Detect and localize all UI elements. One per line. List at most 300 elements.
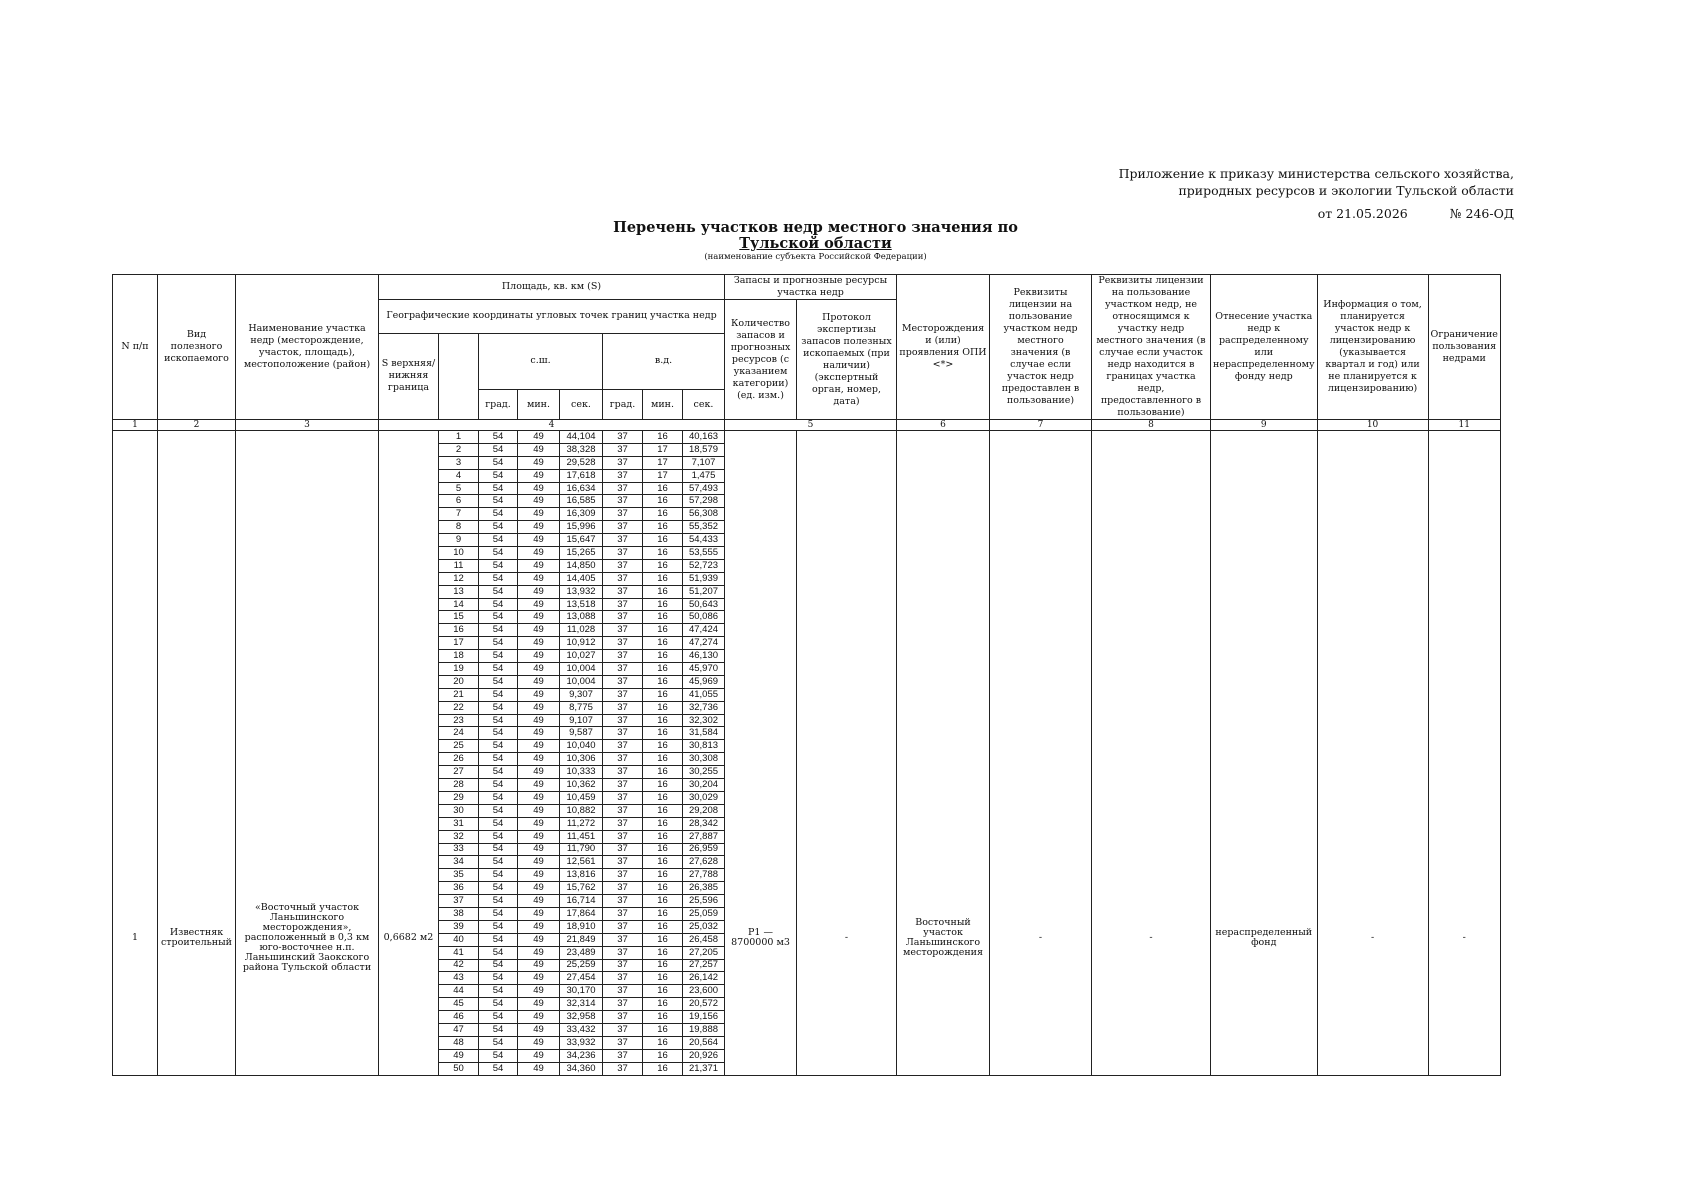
- coordinate-cell: 57,298: [683, 495, 725, 508]
- coordinate-cell: 25,059: [683, 907, 725, 920]
- coordinate-cell: 53,555: [683, 547, 725, 560]
- header-reserves: Запасы и прогнозные ресурсы участка недр: [725, 275, 897, 300]
- coordinate-cell: 37: [603, 817, 643, 830]
- coordinate-cell: 11,790: [560, 843, 603, 856]
- coordinate-cell: 16,585: [560, 495, 603, 508]
- coordinate-cell: 16: [643, 1023, 683, 1036]
- coordinate-row: [113, 431, 1501, 444]
- coordinate-cell: 49: [518, 469, 560, 482]
- header-lat: с.ш.: [479, 333, 603, 390]
- coordinate-cell: 16: [643, 431, 683, 444]
- coordinate-cell: 17: [643, 469, 683, 482]
- coordinate-cell: 37: [603, 547, 643, 560]
- coordinate-cell: 21,849: [560, 933, 603, 946]
- coordinate-cell: 10,362: [560, 779, 603, 792]
- coordinate-cell: 49: [518, 843, 560, 856]
- coordinate-cell: 54: [479, 998, 518, 1011]
- coordinate-cell: 49: [518, 895, 560, 908]
- point-number: 37: [439, 895, 479, 908]
- coordinate-cell: 54: [479, 869, 518, 882]
- header-deposit: Месторождения и (или) проявления ОПИ <*>: [897, 275, 990, 420]
- point-number: 33: [439, 843, 479, 856]
- coordinate-cell: 29,528: [560, 456, 603, 469]
- coordinate-cell: 16: [643, 740, 683, 753]
- coordinate-cell: 9,307: [560, 688, 603, 701]
- coordinate-cell: 16: [643, 675, 683, 688]
- coordinate-cell: 16: [643, 907, 683, 920]
- coordinate-cell: 37: [603, 611, 643, 624]
- coordinate-cell: 54: [479, 482, 518, 495]
- coordinate-cell: 27,257: [683, 959, 725, 972]
- point-number: 2: [439, 443, 479, 456]
- coordinate-cell: 16: [643, 701, 683, 714]
- coordinate-cell: 37: [603, 972, 643, 985]
- coordinate-cell: 37: [603, 959, 643, 972]
- coordinate-cell: 49: [518, 650, 560, 663]
- coordinate-cell: 37: [603, 869, 643, 882]
- coordinate-cell: 54: [479, 1023, 518, 1036]
- point-number: 22: [439, 701, 479, 714]
- point-number: 45: [439, 998, 479, 1011]
- coordinate-cell: 37: [603, 727, 643, 740]
- coordinate-cell: 54: [479, 740, 518, 753]
- coordinate-cell: 49: [518, 534, 560, 547]
- coordinate-cell: 32,958: [560, 1011, 603, 1024]
- coordinate-cell: 27,205: [683, 946, 725, 959]
- coordinate-cell: 54: [479, 572, 518, 585]
- coordinate-cell: 49: [518, 1036, 560, 1049]
- header-fund: Отнесение участка недр к распределенному или нераспределенному фонду недр: [1211, 275, 1318, 420]
- coordinate-cell: 37: [603, 1011, 643, 1024]
- coordinate-cell: 10,004: [560, 675, 603, 688]
- point-number: 36: [439, 882, 479, 895]
- point-number: 14: [439, 598, 479, 611]
- coordinate-cell: 49: [518, 611, 560, 624]
- coordinate-cell: 37: [603, 946, 643, 959]
- subsoil-table: [112, 274, 1501, 1076]
- coordinate-cell: 37: [603, 675, 643, 688]
- coordinate-cell: 49: [518, 856, 560, 869]
- coordinate-cell: 45,970: [683, 663, 725, 676]
- coordinate-cell: 37: [603, 1049, 643, 1062]
- header-license-other: Реквизиты лицензии на пользование участком недр, не относящимся к участку недр местного значения (в случае если участок недр находится в границах участка недр, предоставленного в пользование): [1092, 275, 1211, 420]
- coordinate-cell: 16: [643, 714, 683, 727]
- coordinate-cell: 16,634: [560, 482, 603, 495]
- entry-name: «Восточный участок Ланьшинского месторождения», расположенный в 0,3 км юго-восточнее н.п. Ланьшинский Заокского района Тульской области: [236, 431, 379, 1076]
- coordinate-cell: 54: [479, 637, 518, 650]
- coordinate-cell: 37: [603, 585, 643, 598]
- point-number: 46: [439, 1011, 479, 1024]
- coordinate-cell: 44,104: [560, 431, 603, 444]
- coordinate-cell: 37: [603, 572, 643, 585]
- coordinate-cell: 16: [643, 804, 683, 817]
- coordinate-cell: 49: [518, 740, 560, 753]
- coordinate-cell: 15,762: [560, 882, 603, 895]
- coordinate-cell: 23,489: [560, 946, 603, 959]
- coordinate-cell: 27,788: [683, 869, 725, 882]
- coordinate-cell: 17: [643, 443, 683, 456]
- coordinate-cell: 49: [518, 817, 560, 830]
- point-number: 32: [439, 830, 479, 843]
- coordinate-cell: 17: [643, 456, 683, 469]
- point-number: 13: [439, 585, 479, 598]
- coordinate-cell: 46,130: [683, 650, 725, 663]
- coordinate-cell: 16: [643, 791, 683, 804]
- coordinate-cell: 49: [518, 882, 560, 895]
- coordinate-cell: 16: [643, 559, 683, 572]
- coordinate-cell: 26,385: [683, 882, 725, 895]
- coordinate-cell: 20,564: [683, 1036, 725, 1049]
- coordinate-cell: 52,723: [683, 559, 725, 572]
- coordinate-cell: 37: [603, 688, 643, 701]
- coordinate-cell: 16: [643, 998, 683, 1011]
- col-num: 6: [897, 420, 990, 431]
- coordinate-cell: 49: [518, 998, 560, 1011]
- coordinate-cell: 10,306: [560, 753, 603, 766]
- point-number: 38: [439, 907, 479, 920]
- coordinate-cell: 49: [518, 1011, 560, 1024]
- coordinate-cell: 54: [479, 907, 518, 920]
- coordinate-cell: 54,433: [683, 534, 725, 547]
- coordinate-cell: 37: [603, 740, 643, 753]
- coordinate-cell: 16: [643, 972, 683, 985]
- coordinate-cell: 10,004: [560, 663, 603, 676]
- coordinate-cell: 54: [479, 431, 518, 444]
- coordinate-cell: 10,459: [560, 791, 603, 804]
- coordinate-cell: 49: [518, 688, 560, 701]
- coordinate-cell: 54: [479, 946, 518, 959]
- coordinate-cell: 49: [518, 456, 560, 469]
- coordinate-cell: 54: [479, 791, 518, 804]
- coordinate-cell: 16: [643, 508, 683, 521]
- coordinate-cell: 14,850: [560, 559, 603, 572]
- coordinate-cell: 49: [518, 869, 560, 882]
- coordinate-cell: 49: [518, 482, 560, 495]
- coordinate-cell: 54: [479, 534, 518, 547]
- coordinate-cell: 54: [479, 611, 518, 624]
- col-num: 7: [990, 420, 1092, 431]
- point-number: 1: [439, 431, 479, 444]
- coordinate-cell: 16: [643, 547, 683, 560]
- coordinate-cell: 29,208: [683, 804, 725, 817]
- coordinate-cell: 31,584: [683, 727, 725, 740]
- header-restriction: Ограничение пользования недрами: [1428, 275, 1500, 420]
- header-license: Реквизиты лицензии на пользование участком недр местного значения (в случае если участок недр предоставлен в пользование): [990, 275, 1092, 420]
- coordinate-cell: 27,454: [560, 972, 603, 985]
- coordinate-cell: 15,996: [560, 521, 603, 534]
- coordinate-cell: 54: [479, 882, 518, 895]
- coordinate-cell: 37: [603, 856, 643, 869]
- coordinate-cell: 40,163: [683, 431, 725, 444]
- point-number: 35: [439, 869, 479, 882]
- entry-license-other: -: [1092, 431, 1211, 1076]
- entry-protocol: -: [797, 431, 897, 1076]
- coordinate-cell: 37: [603, 701, 643, 714]
- coordinate-cell: 49: [518, 675, 560, 688]
- coordinate-cell: 54: [479, 972, 518, 985]
- coordinate-cell: 12,561: [560, 856, 603, 869]
- coordinate-cell: 37: [603, 895, 643, 908]
- coordinate-cell: 37: [603, 1036, 643, 1049]
- coordinate-cell: 54: [479, 779, 518, 792]
- coordinate-cell: 37: [603, 714, 643, 727]
- coordinate-cell: 45,969: [683, 675, 725, 688]
- point-number: 49: [439, 1049, 479, 1062]
- point-number: 10: [439, 547, 479, 560]
- point-number: 9: [439, 534, 479, 547]
- coordinate-cell: 37: [603, 534, 643, 547]
- coordinate-cell: 49: [518, 624, 560, 637]
- coordinate-cell: 51,939: [683, 572, 725, 585]
- coordinate-cell: 16,714: [560, 895, 603, 908]
- coordinate-cell: 37: [603, 804, 643, 817]
- entry-area: 0,6682 м2: [379, 431, 439, 1076]
- coordinate-cell: 37: [603, 650, 643, 663]
- header-mineral: Вид полезного ископаемого: [158, 275, 236, 420]
- coordinate-cell: 54: [479, 714, 518, 727]
- coordinate-cell: 10,027: [560, 650, 603, 663]
- point-number: 5: [439, 482, 479, 495]
- coordinate-cell: 38,328: [560, 443, 603, 456]
- coordinate-cell: 30,204: [683, 779, 725, 792]
- coordinate-cell: 16: [643, 727, 683, 740]
- coordinate-cell: 33,932: [560, 1036, 603, 1049]
- coordinate-cell: 49: [518, 791, 560, 804]
- coordinate-cell: 49: [518, 714, 560, 727]
- header-protocol: Протокол экспертизы запасов полезных ископаемых (при наличии) (экспертный орган, номер, дата): [797, 300, 897, 420]
- coordinate-cell: 13,932: [560, 585, 603, 598]
- coordinate-cell: 10,040: [560, 740, 603, 753]
- coordinate-cell: 23,600: [683, 985, 725, 998]
- entry-mineral: Известняк строительный: [158, 431, 236, 1076]
- header-qty: Количество запасов и прогнозных ресурсов (с указанием категории) (ед. изм.): [725, 300, 797, 420]
- coordinate-cell: 14,405: [560, 572, 603, 585]
- entry-restriction: -: [1428, 431, 1500, 1076]
- coordinate-cell: 37: [603, 637, 643, 650]
- coordinate-cell: 16: [643, 1049, 683, 1062]
- point-number: 3: [439, 456, 479, 469]
- coordinate-cell: 37: [603, 791, 643, 804]
- order-date: от 21.05.2026: [1317, 206, 1408, 221]
- coordinate-cell: 47,424: [683, 624, 725, 637]
- coordinate-cell: 16: [643, 843, 683, 856]
- coordinate-cell: 49: [518, 701, 560, 714]
- col-num: 9: [1211, 420, 1318, 431]
- coordinate-cell: 54: [479, 1036, 518, 1049]
- coordinate-cell: 49: [518, 1049, 560, 1062]
- point-number: 31: [439, 817, 479, 830]
- header-name: Наименование участка недр (месторождение, участок, площадь), местоположение (район): [236, 275, 379, 420]
- coordinate-cell: 28,342: [683, 817, 725, 830]
- coordinate-cell: 16: [643, 650, 683, 663]
- coordinate-cell: 54: [479, 985, 518, 998]
- point-number: 11: [439, 559, 479, 572]
- coordinate-cell: 37: [603, 985, 643, 998]
- appendix-line-1: Приложение к приказу министерства сельского хозяйства,: [1118, 166, 1514, 181]
- order-reference: [1318, 206, 1514, 221]
- col-num: 4: [379, 420, 725, 431]
- coordinate-cell: 18,579: [683, 443, 725, 456]
- coordinate-cell: 16: [643, 534, 683, 547]
- coordinate-cell: 13,088: [560, 611, 603, 624]
- coordinate-cell: 37: [603, 521, 643, 534]
- header-geo: Географические координаты угловых точек границ участка недр: [379, 300, 725, 334]
- coordinate-cell: 37: [603, 933, 643, 946]
- coordinate-cell: 16: [643, 482, 683, 495]
- header-lon: в.д.: [603, 333, 725, 390]
- coordinate-cell: 37: [603, 843, 643, 856]
- coordinate-cell: 16: [643, 611, 683, 624]
- coordinate-cell: 26,458: [683, 933, 725, 946]
- coordinate-cell: 54: [479, 495, 518, 508]
- point-number: 42: [439, 959, 479, 972]
- coordinate-cell: 37: [603, 598, 643, 611]
- coordinate-cell: 54: [479, 1049, 518, 1062]
- coordinate-cell: 37: [603, 456, 643, 469]
- coordinate-cell: 54: [479, 701, 518, 714]
- point-number: 41: [439, 946, 479, 959]
- coordinate-cell: 54: [479, 895, 518, 908]
- coordinate-cell: 18,910: [560, 920, 603, 933]
- header-lon-deg: град.: [603, 390, 643, 420]
- coordinate-cell: 54: [479, 598, 518, 611]
- coordinate-cell: 16: [643, 959, 683, 972]
- coordinate-cell: 16: [643, 624, 683, 637]
- coordinate-cell: 37: [603, 469, 643, 482]
- coordinate-cell: 30,029: [683, 791, 725, 804]
- point-number: 26: [439, 753, 479, 766]
- entry-license: -: [990, 431, 1092, 1076]
- coordinate-cell: 51,207: [683, 585, 725, 598]
- point-number: 29: [439, 791, 479, 804]
- point-number: 7: [439, 508, 479, 521]
- coordinate-cell: 25,032: [683, 920, 725, 933]
- point-number: 40: [439, 933, 479, 946]
- coordinate-cell: 49: [518, 946, 560, 959]
- coordinate-cell: 34,236: [560, 1049, 603, 1062]
- coordinate-cell: 16: [643, 572, 683, 585]
- coordinate-cell: 54: [479, 650, 518, 663]
- coordinate-cell: 37: [603, 508, 643, 521]
- coordinate-cell: 19,156: [683, 1011, 725, 1024]
- point-number: 15: [439, 611, 479, 624]
- coordinate-cell: 1,475: [683, 469, 725, 482]
- col-num: 5: [725, 420, 897, 431]
- coordinate-cell: 15,265: [560, 547, 603, 560]
- point-number: 17: [439, 637, 479, 650]
- coordinate-cell: 54: [479, 585, 518, 598]
- appendix-note: [1119, 165, 1514, 199]
- entry-num: 1: [113, 431, 158, 1076]
- coordinate-cell: 10,882: [560, 804, 603, 817]
- point-number: 44: [439, 985, 479, 998]
- coordinate-cell: 54: [479, 817, 518, 830]
- coordinate-cell: 16: [643, 753, 683, 766]
- coordinate-cell: 16: [643, 856, 683, 869]
- point-number: 21: [439, 688, 479, 701]
- coordinate-cell: 49: [518, 933, 560, 946]
- coordinate-cell: 15,647: [560, 534, 603, 547]
- coordinate-cell: 49: [518, 959, 560, 972]
- coordinate-cell: 19,888: [683, 1023, 725, 1036]
- coordinate-cell: 16: [643, 920, 683, 933]
- coordinate-cell: 16: [643, 946, 683, 959]
- coordinate-cell: 41,055: [683, 688, 725, 701]
- coordinate-cell: 16: [643, 1062, 683, 1075]
- coordinate-cell: 37: [603, 495, 643, 508]
- coordinate-cell: 54: [479, 456, 518, 469]
- col-num: 3: [236, 420, 379, 431]
- coordinate-cell: 10,912: [560, 637, 603, 650]
- header-s: S верхняя/нижняя граница: [379, 333, 439, 420]
- point-number: 27: [439, 766, 479, 779]
- coordinate-cell: 47,274: [683, 637, 725, 650]
- column-number-row: [113, 420, 1501, 431]
- coordinate-cell: 50,086: [683, 611, 725, 624]
- coordinate-cell: 32,302: [683, 714, 725, 727]
- coordinate-cell: 16: [643, 663, 683, 676]
- coordinate-cell: 49: [518, 521, 560, 534]
- coordinate-cell: 11,028: [560, 624, 603, 637]
- coordinate-cell: 11,272: [560, 817, 603, 830]
- coordinate-cell: 16: [643, 985, 683, 998]
- point-number: 4: [439, 469, 479, 482]
- coordinate-cell: 16: [643, 766, 683, 779]
- coordinate-cell: 37: [603, 882, 643, 895]
- coordinate-cell: 25,596: [683, 895, 725, 908]
- coordinate-cell: 49: [518, 431, 560, 444]
- appendix-line-2: природных ресурсов и экологии Тульской области: [1178, 183, 1514, 198]
- col-num: 1: [113, 420, 158, 431]
- header-num: N п/п: [113, 275, 158, 420]
- coordinate-cell: 16: [643, 688, 683, 701]
- coordinate-cell: 37: [603, 779, 643, 792]
- document-title: [0, 220, 1631, 263]
- point-number: 8: [439, 521, 479, 534]
- coordinate-cell: 54: [479, 1062, 518, 1075]
- coordinate-cell: 54: [479, 843, 518, 856]
- point-number: 34: [439, 856, 479, 869]
- header-blank: [439, 333, 479, 420]
- coordinate-cell: 49: [518, 508, 560, 521]
- header-lon-sec: сек.: [683, 390, 725, 420]
- coordinate-cell: 54: [479, 753, 518, 766]
- coordinate-cell: 49: [518, 495, 560, 508]
- coordinate-cell: 49: [518, 637, 560, 650]
- coordinate-cell: 37: [603, 753, 643, 766]
- coordinate-cell: 30,813: [683, 740, 725, 753]
- coordinate-cell: 16: [643, 598, 683, 611]
- coordinate-cell: 37: [603, 431, 643, 444]
- coordinate-cell: 54: [479, 675, 518, 688]
- col-num: 8: [1092, 420, 1211, 431]
- coordinate-cell: 49: [518, 547, 560, 560]
- coordinate-cell: 49: [518, 598, 560, 611]
- entry-reserves: P1 — 8700000 м3: [725, 431, 797, 1076]
- coordinate-cell: 49: [518, 443, 560, 456]
- coordinate-cell: 16: [643, 882, 683, 895]
- header-area: Площадь, кв. км (S): [379, 275, 725, 300]
- coordinate-cell: 16,309: [560, 508, 603, 521]
- coordinate-cell: 16: [643, 779, 683, 792]
- coordinate-cell: 37: [603, 1062, 643, 1075]
- coordinate-cell: 49: [518, 1062, 560, 1075]
- point-number: 39: [439, 920, 479, 933]
- point-number: 30: [439, 804, 479, 817]
- coordinate-cell: 34,360: [560, 1062, 603, 1075]
- coordinate-cell: 37: [603, 1023, 643, 1036]
- coordinate-cell: 32,736: [683, 701, 725, 714]
